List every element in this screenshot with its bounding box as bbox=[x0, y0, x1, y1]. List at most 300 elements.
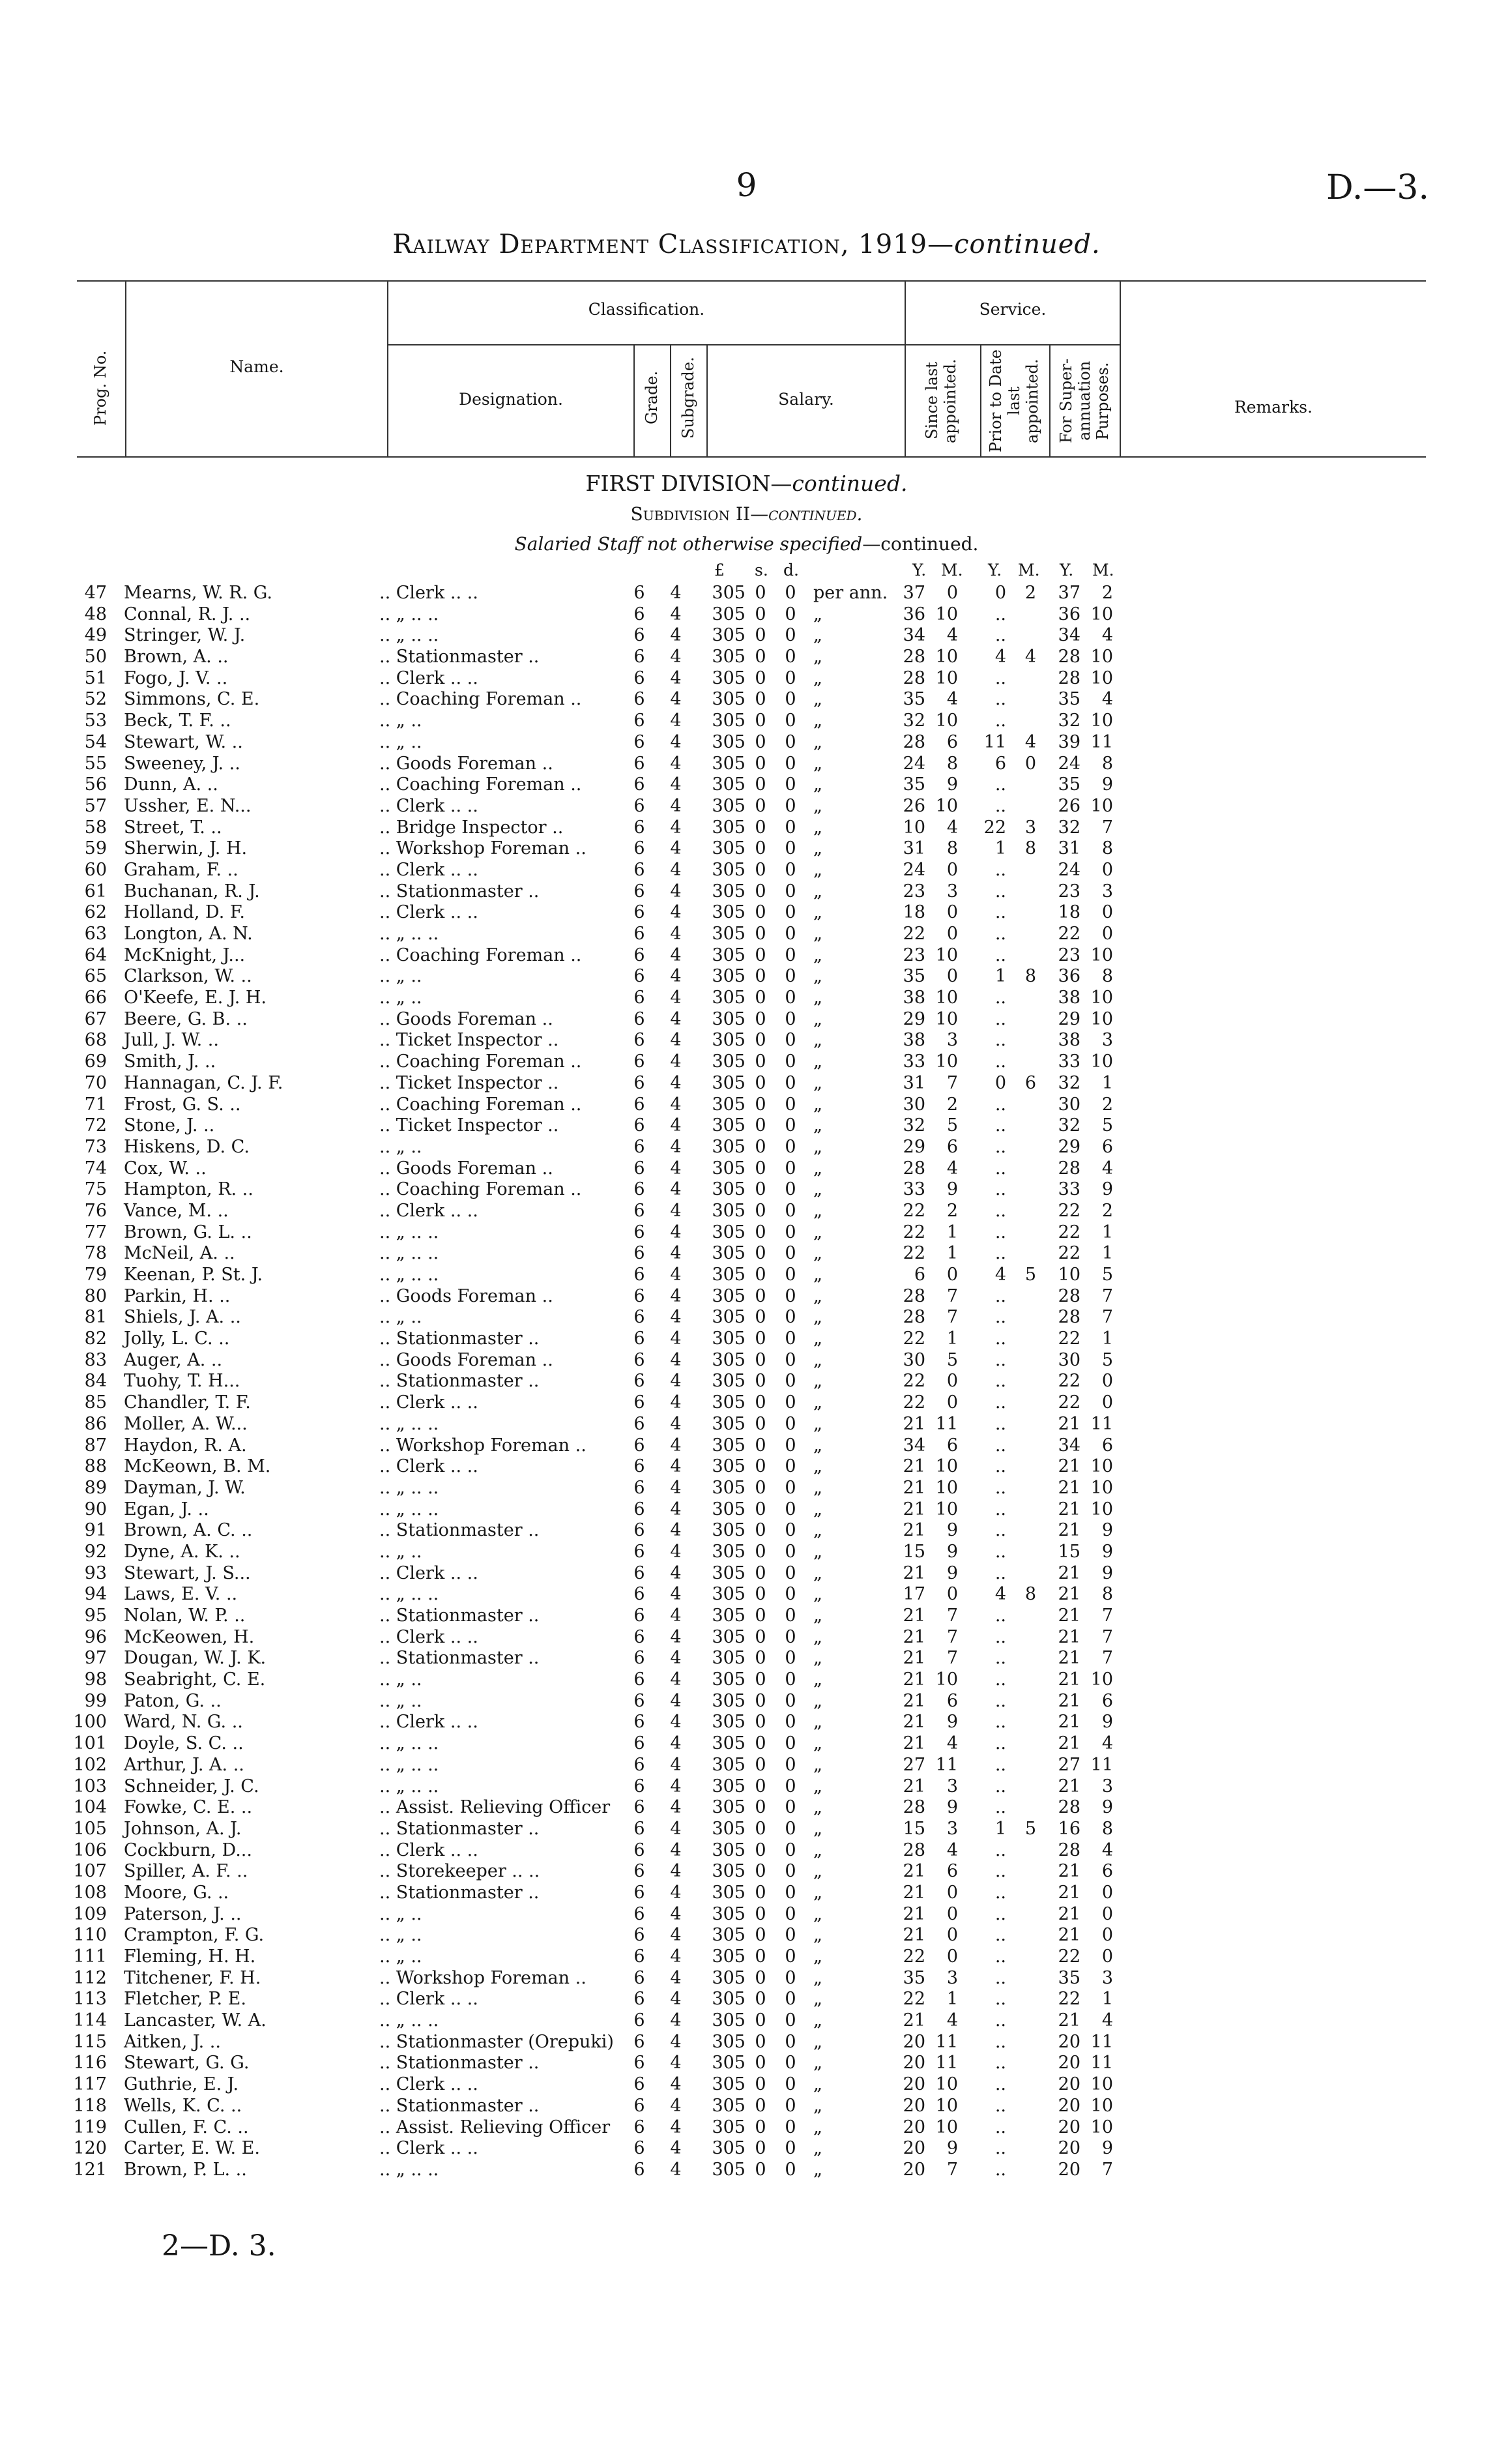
salary-period: „ bbox=[813, 2074, 822, 2095]
salary-period: „ bbox=[813, 1222, 822, 1242]
prog-no: 103 bbox=[73, 1776, 107, 1797]
staff-name: Titchener, F. H. bbox=[124, 1967, 261, 1988]
staff-name: Guthrie, E. J. bbox=[124, 2074, 239, 2095]
since-months: 8 bbox=[946, 753, 958, 774]
header-service: Service. bbox=[979, 300, 1047, 319]
salary-shillings: 0 bbox=[755, 1562, 766, 1583]
prior-years: .. bbox=[994, 1861, 1006, 1882]
prior-years: .. bbox=[994, 1200, 1006, 1221]
table-row bbox=[0, 1328, 1493, 1350]
salary-pence: 0 bbox=[785, 1499, 796, 1519]
prog-no: 75 bbox=[84, 1179, 107, 1200]
since-years: 17 bbox=[903, 1584, 925, 1605]
salary-period: „ bbox=[813, 1435, 822, 1456]
prior-years: .. bbox=[994, 1435, 1006, 1456]
salary-pence: 0 bbox=[785, 1861, 796, 1882]
since-years: 34 bbox=[903, 1435, 925, 1456]
super-months: 10 bbox=[1090, 2074, 1113, 2095]
staff-name: Holland, D. F. bbox=[124, 902, 245, 923]
salary-pounds: 305 bbox=[712, 1222, 746, 1242]
since-years: 30 bbox=[903, 1349, 925, 1370]
prog-no: 117 bbox=[73, 2074, 107, 2095]
subgrade: 4 bbox=[670, 604, 682, 624]
designation: .. „ .. bbox=[379, 1669, 422, 1690]
since-months: 0 bbox=[946, 1882, 958, 1903]
table-row bbox=[0, 1222, 1493, 1244]
since-months: 3 bbox=[946, 881, 958, 902]
staff-name: Brown, A. C. .. bbox=[124, 1520, 253, 1541]
grade: 6 bbox=[633, 774, 645, 795]
table-row bbox=[0, 988, 1493, 1009]
since-months: 11 bbox=[935, 2053, 958, 2074]
super-months: 5 bbox=[1101, 1265, 1113, 1285]
super-years: 21 bbox=[1058, 1499, 1080, 1519]
subgrade: 4 bbox=[670, 711, 682, 731]
super-years: 32 bbox=[1058, 817, 1080, 838]
since-years: 21 bbox=[903, 1562, 925, 1583]
since-years: 29 bbox=[903, 1008, 925, 1029]
prog-no: 67 bbox=[84, 1008, 107, 1029]
grade: 6 bbox=[633, 1606, 645, 1626]
salary-pounds: 305 bbox=[712, 1584, 746, 1605]
subgrade: 4 bbox=[670, 1158, 682, 1179]
salary-pence: 0 bbox=[785, 1115, 796, 1136]
since-months: 4 bbox=[946, 817, 958, 838]
prog-no: 110 bbox=[73, 1925, 107, 1946]
document-reference: D.—3. bbox=[1326, 168, 1429, 207]
salary-shillings: 0 bbox=[755, 945, 766, 965]
prog-no: 108 bbox=[73, 1882, 107, 1903]
salary-pounds: 305 bbox=[712, 774, 746, 795]
since-months: 7 bbox=[946, 1626, 958, 1647]
salary-period: „ bbox=[813, 1562, 822, 1583]
prior-years: .. bbox=[994, 2117, 1006, 2137]
col-sep-8 bbox=[1049, 344, 1051, 458]
super-months: 0 bbox=[1101, 1925, 1113, 1946]
salary-pounds: 305 bbox=[712, 902, 746, 923]
prog-no: 65 bbox=[84, 966, 107, 987]
salary-pounds: 305 bbox=[712, 731, 746, 752]
page-signature: 2—D. 3. bbox=[162, 2229, 276, 2263]
designation: .. Ticket Inspector .. bbox=[379, 1030, 559, 1051]
salary-period: „ bbox=[813, 795, 822, 816]
grade: 6 bbox=[633, 647, 645, 667]
salary-pence: 0 bbox=[785, 988, 796, 1008]
since-years: 22 bbox=[903, 1200, 925, 1221]
super-years: 20 bbox=[1058, 2053, 1080, 2074]
super-years: 26 bbox=[1058, 795, 1080, 816]
prog-no: 62 bbox=[84, 902, 107, 923]
salary-pence: 0 bbox=[785, 1606, 796, 1626]
salary-shillings: 0 bbox=[755, 1669, 766, 1690]
salary-period: „ bbox=[813, 2053, 822, 2074]
since-years: 21 bbox=[903, 1477, 925, 1498]
prior-years: 11 bbox=[983, 731, 1006, 752]
grade: 6 bbox=[633, 689, 645, 710]
salary-period: „ bbox=[813, 2095, 822, 2116]
salary-shillings: 0 bbox=[755, 2138, 766, 2159]
prog-no: 78 bbox=[84, 1243, 107, 1264]
since-months: 0 bbox=[946, 1925, 958, 1946]
salary-period: „ bbox=[813, 1754, 822, 1775]
since-years: 32 bbox=[903, 1115, 925, 1136]
staff-name: Brown, A. .. bbox=[124, 647, 229, 667]
designation: .. Clerk .. .. bbox=[379, 795, 478, 816]
salary-pounds: 305 bbox=[712, 1136, 746, 1157]
subgrade: 4 bbox=[670, 902, 682, 923]
grade: 6 bbox=[633, 711, 645, 731]
salary-pence: 0 bbox=[785, 1051, 796, 1072]
salary-shillings: 0 bbox=[755, 1030, 766, 1051]
salary-pence: 0 bbox=[785, 1562, 796, 1583]
prog-no: 47 bbox=[84, 583, 107, 603]
staff-name: Haydon, R. A. bbox=[124, 1435, 247, 1456]
staff-name: Smith, J. .. bbox=[124, 1051, 216, 1072]
table-row bbox=[0, 2117, 1493, 2139]
prior-years: .. bbox=[994, 667, 1006, 688]
salary-pounds: 305 bbox=[712, 2117, 746, 2137]
since-months: 0 bbox=[946, 1371, 958, 1392]
salary-pence: 0 bbox=[785, 1328, 796, 1349]
super-years: 32 bbox=[1058, 711, 1080, 731]
since-months: 3 bbox=[946, 1818, 958, 1839]
table-row bbox=[0, 1371, 1493, 1392]
super-years: 21 bbox=[1058, 1648, 1080, 1669]
table-row bbox=[0, 1755, 1493, 1776]
prog-no: 74 bbox=[84, 1158, 107, 1179]
prior-years: .. bbox=[994, 1243, 1006, 1264]
salary-period: „ bbox=[813, 2138, 822, 2159]
staff-name: Stewart, G. G. bbox=[124, 2053, 250, 2074]
super-months: 3 bbox=[1101, 881, 1113, 902]
salary-period: „ bbox=[813, 1541, 822, 1562]
salary-period: „ bbox=[813, 1094, 822, 1115]
subgrade: 4 bbox=[670, 1584, 682, 1605]
since-years: 28 bbox=[903, 647, 925, 667]
super-years: 38 bbox=[1058, 988, 1080, 1008]
table-row bbox=[0, 1179, 1493, 1201]
prior-months: 8 bbox=[1024, 966, 1036, 987]
table-row bbox=[0, 1115, 1493, 1137]
salary-pounds: 305 bbox=[712, 2138, 746, 2159]
table-row bbox=[0, 1030, 1493, 1051]
subgrade: 4 bbox=[670, 1967, 682, 1988]
since-months: 6 bbox=[946, 1435, 958, 1456]
subgrade: 4 bbox=[670, 924, 682, 944]
salary-pence: 0 bbox=[785, 731, 796, 752]
salary-pounds: 305 bbox=[712, 1989, 746, 2010]
grade: 6 bbox=[633, 1925, 645, 1946]
staff-name: Hampton, R. .. bbox=[124, 1179, 254, 1200]
prior-years: .. bbox=[994, 1925, 1006, 1946]
prog-no: 100 bbox=[73, 1712, 107, 1733]
salary-shillings: 0 bbox=[755, 1606, 766, 1626]
salary-shillings: 0 bbox=[755, 1520, 766, 1541]
staff-name: Laws, E. V. .. bbox=[124, 1584, 238, 1605]
designation: .. Ticket Inspector .. bbox=[379, 1115, 559, 1136]
subgrade: 4 bbox=[670, 1669, 682, 1690]
salary-pence: 0 bbox=[785, 1435, 796, 1456]
prog-no: 91 bbox=[84, 1520, 107, 1541]
designation: .. Clerk .. .. bbox=[379, 583, 478, 603]
since-months: 0 bbox=[946, 1584, 958, 1605]
since-years: 15 bbox=[903, 1541, 925, 1562]
super-years: 21 bbox=[1058, 1477, 1080, 1498]
salary-pence: 0 bbox=[785, 1754, 796, 1775]
since-months: 11 bbox=[935, 1413, 958, 1434]
subgrade: 4 bbox=[670, 859, 682, 880]
super-months: 10 bbox=[1090, 667, 1113, 688]
salary-period: „ bbox=[813, 667, 822, 688]
table-row bbox=[0, 583, 1493, 604]
grade: 6 bbox=[633, 1882, 645, 1903]
salary-pounds: 305 bbox=[712, 753, 746, 774]
grade: 6 bbox=[633, 1712, 645, 1733]
super-months: 9 bbox=[1101, 2138, 1113, 2159]
salary-shillings: 0 bbox=[755, 1989, 766, 2010]
salary-period: „ bbox=[813, 1669, 822, 1690]
salary-pounds: 305 bbox=[712, 966, 746, 987]
super-months: 10 bbox=[1090, 1008, 1113, 1029]
subgrade: 4 bbox=[670, 1030, 682, 1051]
super-months: 1 bbox=[1101, 1243, 1113, 1264]
super-months: 6 bbox=[1101, 1435, 1113, 1456]
since-years: 23 bbox=[903, 881, 925, 902]
salary-period: „ bbox=[813, 625, 822, 646]
subgrade: 4 bbox=[670, 2031, 682, 2052]
header-top-rule bbox=[77, 280, 1426, 282]
grade: 6 bbox=[633, 945, 645, 965]
subgrade: 4 bbox=[670, 1520, 682, 1541]
prior-years: .. bbox=[994, 1882, 1006, 1903]
header-name: Name. bbox=[229, 357, 284, 376]
prog-no: 68 bbox=[84, 1030, 107, 1051]
unit-m2: M. bbox=[1018, 561, 1040, 579]
super-months: 4 bbox=[1101, 1840, 1113, 1860]
designation: .. „ .. .. bbox=[379, 1243, 439, 1264]
designation: .. Ticket Inspector .. bbox=[379, 1072, 559, 1093]
col-sep-7 bbox=[980, 344, 981, 458]
salary-period: „ bbox=[813, 1946, 822, 1967]
prog-no: 58 bbox=[84, 817, 107, 838]
salary-pence: 0 bbox=[785, 2010, 796, 2031]
salary-period: „ bbox=[813, 817, 822, 838]
salary-pounds: 305 bbox=[712, 1115, 746, 1136]
salary-pounds: 305 bbox=[712, 1456, 746, 1477]
since-years: 26 bbox=[903, 795, 925, 816]
prog-no: 52 bbox=[84, 689, 107, 710]
salary-pounds: 305 bbox=[712, 1690, 746, 1711]
salary-pence: 0 bbox=[785, 647, 796, 667]
prog-no: 116 bbox=[73, 2053, 107, 2074]
grade: 6 bbox=[633, 1072, 645, 1093]
grade: 6 bbox=[633, 1967, 645, 1988]
salary-period: „ bbox=[813, 881, 822, 902]
since-months: 0 bbox=[946, 859, 958, 880]
prog-no: 49 bbox=[84, 625, 107, 646]
since-months: 3 bbox=[946, 1967, 958, 1988]
prog-no: 85 bbox=[84, 1392, 107, 1413]
designation: .. „ .. bbox=[379, 966, 422, 987]
prior-years: .. bbox=[994, 1179, 1006, 1200]
super-years: 32 bbox=[1058, 1072, 1080, 1093]
staff-name: Lancaster, W. A. bbox=[124, 2010, 267, 2031]
staff-name: Fletcher, P. E. bbox=[124, 1989, 246, 2010]
prog-no: 48 bbox=[84, 604, 107, 624]
prog-no: 70 bbox=[84, 1072, 107, 1093]
salary-shillings: 0 bbox=[755, 1776, 766, 1797]
subgrade: 4 bbox=[670, 1861, 682, 1882]
table-row bbox=[0, 1435, 1493, 1457]
salary-shillings: 0 bbox=[755, 1435, 766, 1456]
salary-period: „ bbox=[813, 1648, 822, 1669]
salary-pence: 0 bbox=[785, 1265, 796, 1285]
super-months: 10 bbox=[1090, 604, 1113, 624]
salary-pence: 0 bbox=[785, 902, 796, 923]
prog-no: 82 bbox=[84, 1328, 107, 1349]
salary-period: „ bbox=[813, 689, 822, 710]
grade: 6 bbox=[633, 988, 645, 1008]
prior-months: 0 bbox=[1024, 753, 1036, 774]
since-months: 9 bbox=[946, 1541, 958, 1562]
grade: 6 bbox=[633, 1818, 645, 1839]
super-months: 8 bbox=[1101, 966, 1113, 987]
since-years: 24 bbox=[903, 859, 925, 880]
prog-no: 105 bbox=[73, 1818, 107, 1839]
prior-years: .. bbox=[994, 1669, 1006, 1690]
grade: 6 bbox=[633, 1115, 645, 1136]
super-months: 4 bbox=[1101, 625, 1113, 646]
subgrade: 4 bbox=[670, 1797, 682, 1818]
header-grade: Grade. bbox=[643, 370, 661, 425]
since-months: 10 bbox=[935, 2095, 958, 2116]
designation: .. „ .. bbox=[379, 1541, 422, 1562]
staff-name: Brown, P. L. .. bbox=[124, 2159, 247, 2180]
table-row bbox=[0, 625, 1493, 647]
salary-shillings: 0 bbox=[755, 731, 766, 752]
staff-name: McKnight, J... bbox=[124, 945, 246, 965]
salary-period: „ bbox=[813, 1008, 822, 1029]
super-months: 10 bbox=[1090, 2095, 1113, 2116]
header-subgrade: Subgrade. bbox=[679, 357, 697, 439]
staff-name: Shiels, J. A. .. bbox=[124, 1307, 241, 1328]
table-row bbox=[0, 1925, 1493, 1946]
prog-no: 101 bbox=[73, 1733, 107, 1754]
grade: 6 bbox=[633, 2010, 645, 2031]
subgrade: 4 bbox=[670, 1265, 682, 1285]
prog-no: 86 bbox=[84, 1413, 107, 1434]
salary-pounds: 305 bbox=[712, 604, 746, 624]
salary-pounds: 305 bbox=[712, 1648, 746, 1669]
table-row bbox=[0, 604, 1493, 626]
since-years: 21 bbox=[903, 1925, 925, 1946]
prior-years: .. bbox=[994, 1690, 1006, 1711]
salary-period: „ bbox=[813, 1243, 822, 1264]
salary-period: „ bbox=[813, 604, 822, 624]
since-years: 28 bbox=[903, 1307, 925, 1328]
since-months: 10 bbox=[935, 2117, 958, 2137]
super-months: 1 bbox=[1101, 1222, 1113, 1242]
super-months: 1 bbox=[1101, 1072, 1113, 1093]
prog-no: 94 bbox=[84, 1584, 107, 1605]
grade: 6 bbox=[633, 1733, 645, 1754]
salary-pounds: 305 bbox=[712, 1200, 746, 1221]
header-salary: Salary. bbox=[778, 390, 834, 409]
table-row bbox=[0, 902, 1493, 924]
super-years: 20 bbox=[1058, 2159, 1080, 2180]
since-years: 22 bbox=[903, 1371, 925, 1392]
table-row bbox=[0, 2074, 1493, 2096]
super-months: 9 bbox=[1101, 1179, 1113, 1200]
since-months: 9 bbox=[946, 1712, 958, 1733]
since-months: 0 bbox=[946, 966, 958, 987]
subgrade: 4 bbox=[670, 667, 682, 688]
since-months: 7 bbox=[946, 1606, 958, 1626]
subgrade: 4 bbox=[670, 817, 682, 838]
col-sep-3 bbox=[633, 344, 635, 458]
since-months: 11 bbox=[935, 2031, 958, 2052]
grade: 6 bbox=[633, 1307, 645, 1328]
salary-period: „ bbox=[813, 1712, 822, 1733]
salary-pence: 0 bbox=[785, 1584, 796, 1605]
unit-m3: M. bbox=[1092, 561, 1114, 579]
super-months: 5 bbox=[1101, 1115, 1113, 1136]
since-months: 11 bbox=[935, 1754, 958, 1775]
super-months: 2 bbox=[1101, 1200, 1113, 1221]
designation: .. Goods Foreman .. bbox=[379, 753, 553, 774]
salary-pence: 0 bbox=[785, 2031, 796, 2052]
super-months: 10 bbox=[1090, 647, 1113, 667]
super-months: 10 bbox=[1090, 1669, 1113, 1690]
salary-pounds: 305 bbox=[712, 1882, 746, 1903]
salary-pence: 0 bbox=[785, 774, 796, 795]
subgrade: 4 bbox=[670, 1115, 682, 1136]
prog-no: 76 bbox=[84, 1200, 107, 1221]
super-months: 10 bbox=[1090, 1051, 1113, 1072]
staff-name: Parkin, H. .. bbox=[124, 1285, 231, 1306]
grade: 6 bbox=[633, 1094, 645, 1115]
staff-name: Cockburn, D... bbox=[124, 1840, 252, 1860]
prior-years: .. bbox=[994, 1733, 1006, 1754]
salary-pounds: 305 bbox=[712, 1861, 746, 1882]
prog-no: 72 bbox=[84, 1115, 107, 1136]
subgrade: 4 bbox=[670, 1903, 682, 1924]
staff-name: Moore, G. .. bbox=[124, 1882, 229, 1903]
super-months: 10 bbox=[1090, 1477, 1113, 1498]
salary-shillings: 0 bbox=[755, 1115, 766, 1136]
salary-shillings: 0 bbox=[755, 1371, 766, 1392]
prior-months: 2 bbox=[1024, 583, 1036, 603]
table-row bbox=[0, 1989, 1493, 2010]
prog-no: 81 bbox=[84, 1307, 107, 1328]
salary-shillings: 0 bbox=[755, 2095, 766, 2116]
designation: .. Clerk .. .. bbox=[379, 1562, 478, 1583]
since-months: 9 bbox=[946, 774, 958, 795]
subgrade: 4 bbox=[670, 1200, 682, 1221]
grade: 6 bbox=[633, 1754, 645, 1775]
salary-shillings: 0 bbox=[755, 1051, 766, 1072]
super-months: 11 bbox=[1090, 731, 1113, 752]
since-months: 10 bbox=[935, 988, 958, 1008]
since-years: 37 bbox=[903, 583, 925, 603]
salary-pounds: 305 bbox=[712, 1776, 746, 1797]
super-months: 9 bbox=[1101, 1562, 1113, 1583]
grade: 6 bbox=[633, 1328, 645, 1349]
since-years: 35 bbox=[903, 689, 925, 710]
grade: 6 bbox=[633, 881, 645, 902]
prior-years: .. bbox=[994, 1030, 1006, 1051]
table-row bbox=[0, 1797, 1493, 1819]
